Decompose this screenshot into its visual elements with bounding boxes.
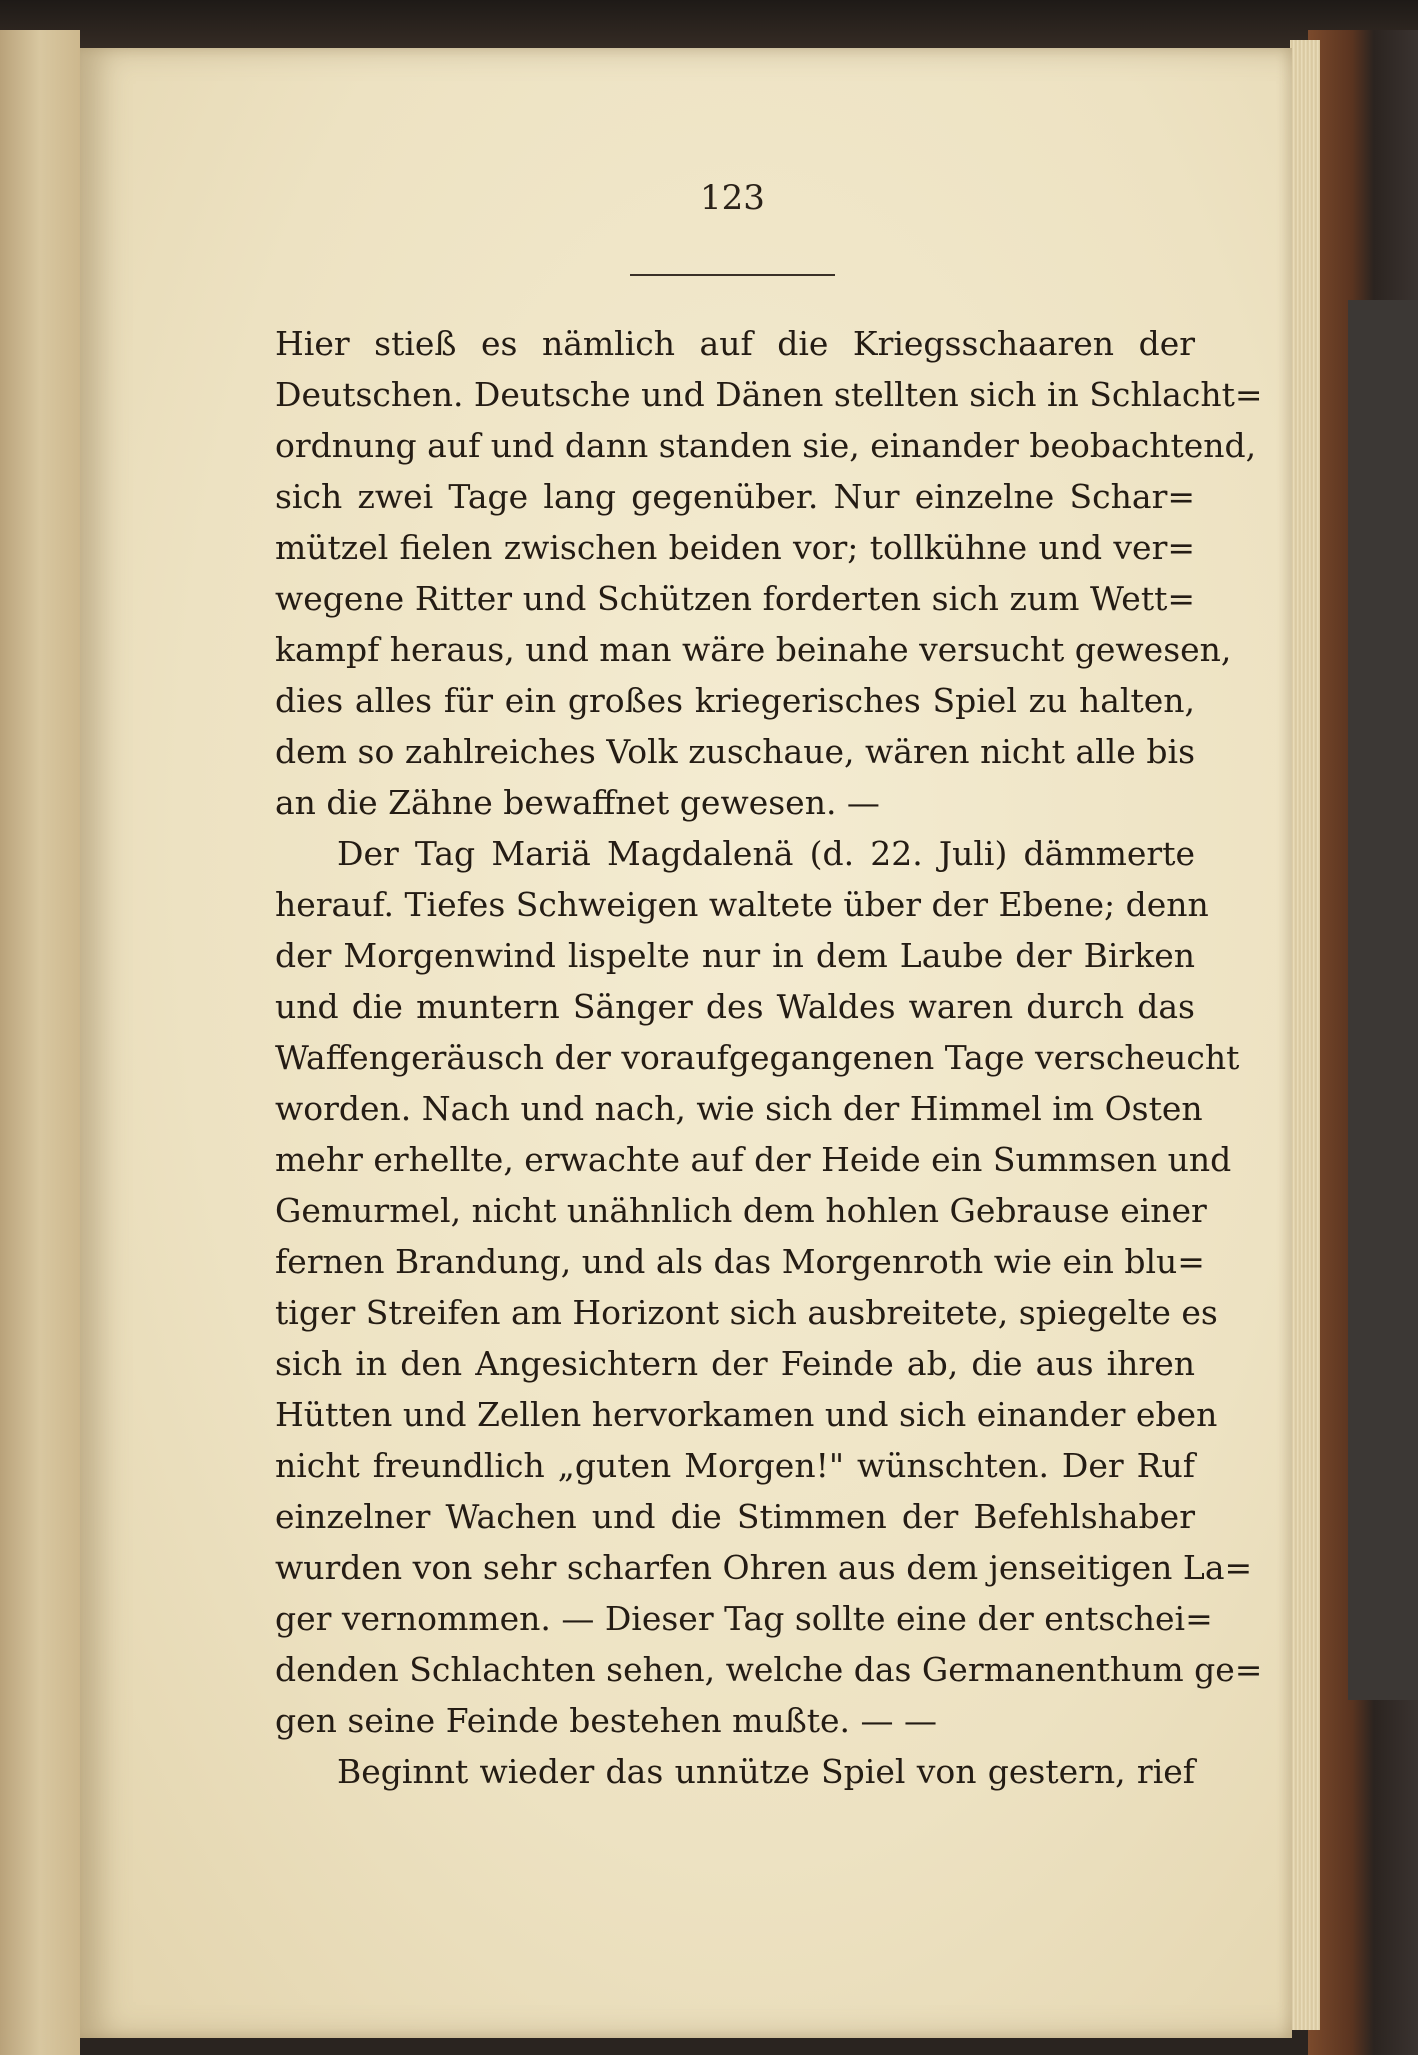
text-line: fernen Brandung, und als das Morgenroth wie ein blu= (275, 1242, 1205, 1281)
text-line: sich zwei Tage lang gegenüber. Nur einzelne Schar= (275, 477, 1195, 516)
text-line: ordnung auf und dann standen sie, einander beobachtend, (275, 426, 1257, 465)
text-line: Deutschen. Deutsche und Dänen stellten sich in Schlacht= (275, 375, 1263, 414)
text-line: Waffengeräusch der voraufgegangenen Tage verscheucht (275, 1038, 1240, 1077)
text-line: Der Tag Mariä Magdalenä (d. 22. Juli) dämmerte (337, 834, 1195, 873)
header-rule (630, 274, 835, 276)
body-text (275, 318, 1263, 1797)
text-line: kampf heraus, und man wäre beinahe versucht gewesen, (275, 630, 1232, 669)
text-line: der Morgenwind lispelte nur in dem Laube der Birken (275, 936, 1195, 975)
text-line: nicht freundlich „guten Morgen!" wünschten. Der Ruf (275, 1446, 1195, 1485)
text-line: gen seine Feinde bestehen mußte. — — (275, 1701, 938, 1740)
text-line: einzelner Wachen und die Stimmen der Befehlshaber (275, 1497, 1195, 1536)
text-line: dies alles für ein großes kriegerisches Spiel zu halten, (275, 681, 1195, 720)
text-line: mehr erhellte, erwachte auf der Heide ein Summsen und (275, 1140, 1232, 1179)
text-line: wurden von sehr scharfen Ohren aus dem jenseitigen La= (275, 1548, 1253, 1587)
text-line: an die Zähne bewaffnet gewesen. — (275, 783, 880, 822)
text-line: ger vernommen. — Dieser Tag sollte eine der entschei= (275, 1599, 1213, 1638)
text-line: tiger Streifen am Horizont sich ausbreitete, spiegelte es (275, 1293, 1218, 1332)
text-line: herauf. Tiefes Schweigen waltete über der Ebene; denn (275, 885, 1209, 924)
text-line: und die muntern Sänger des Waldes waren durch das (275, 987, 1195, 1026)
text-line: Hier stieß es nämlich auf die Kriegsschaaren der (275, 324, 1195, 363)
text-line: Hütten und Zellen hervorkamen und sich einander eben (275, 1395, 1218, 1434)
text-line: dem so zahlreiches Volk zuschaue, wären nicht alle bis (275, 732, 1195, 771)
text-line: wegene Ritter und Schützen forderten sich zum Wett= (275, 579, 1195, 618)
text-line: Beginnt wieder das unnütze Spiel von gestern, rief (337, 1752, 1195, 1791)
page-number: 123 (700, 178, 765, 218)
text-line: mützel fielen zwischen beiden vor; tollkühne und ver= (275, 528, 1195, 567)
text-line: worden. Nach und nach, wie sich der Himmel im Osten (275, 1089, 1203, 1128)
book-left-page-edge (0, 30, 80, 2055)
page-stack-edge (1290, 40, 1320, 2030)
book-page (80, 48, 1292, 2038)
book-spine-leather (1348, 300, 1418, 1700)
text-line: denden Schlachten sehen, welche das Germanenthum ge= (275, 1650, 1263, 1689)
text-line: sich in den Angesichtern der Feinde ab, die aus ihren (275, 1344, 1195, 1383)
text-line: Gemurmel, nicht unähnlich dem hohlen Gebrause einer (275, 1191, 1207, 1230)
